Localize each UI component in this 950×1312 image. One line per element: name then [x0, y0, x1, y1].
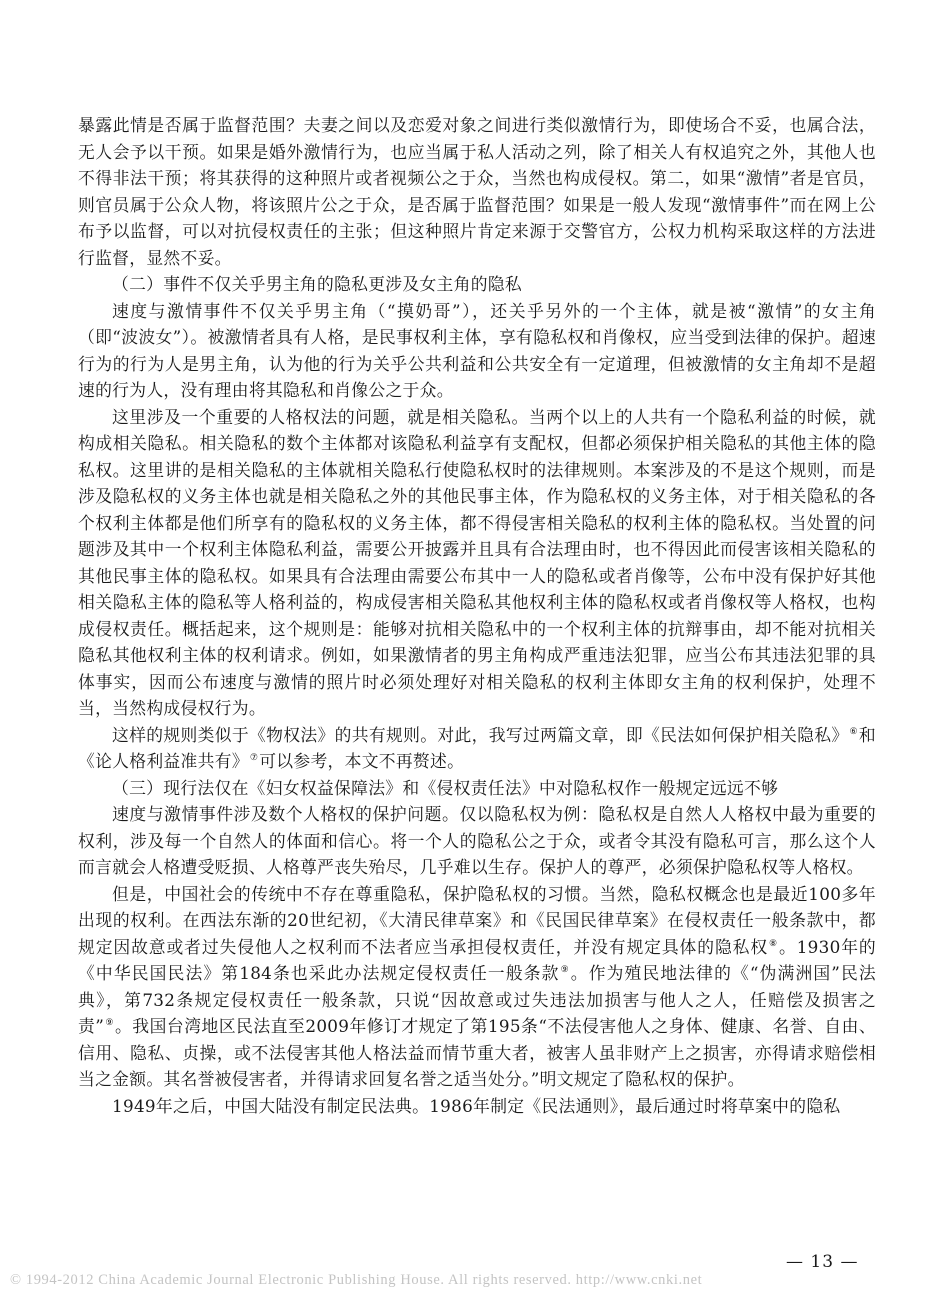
paragraph-text: 。1930年的《中华民国民法》第184条也采此办法规定侵权责任一般条款 — [78, 936, 877, 983]
paragraph-continuation: 暴露此情是否属于监督范围？夫妻之间以及恋爱对象之间进行类似激情行为，即使场合不妥，也属合法，无人会予以干预。如果是婚外激情行为，也应当属于私人活动之列，除了相关人有权追究之外，其他人也不得非法干预；将其获得的这种照片或者视频公之于众，当然也构成侵权。第二，如果“激情”者是官员，则官员属于公众人物，将该照片公之于众，是否属于监督范围？如果是一般人发现“激情事件”而在网上公布予以监督，可以对抗侵权责任的主张；但这种照片肯定来源于交警官方，公权力机构采取这样的方法进行监督，显然不妥。 — [78, 115, 876, 268]
section-heading-2: （二）事件不仅关乎男主角的隐私更涉及女主角的隐私 — [112, 274, 522, 294]
footnote-ref[interactable]: ⑥ — [849, 726, 858, 737]
footnote-ref[interactable]: ⑨ — [105, 1018, 114, 1029]
paragraph-text: 这样的规则类似于《物权法》的共有规则。对此，我写过两篇文章，即《民法如何保护相关隐私》 — [112, 724, 849, 745]
copyright-watermark: © 1994-2012 China Academic Journal Electronic Publishing House. All rights reserved. http://www.cnki.net — [10, 1272, 703, 1288]
paragraph-with-footnotes — [78, 722, 876, 775]
paragraph-text: 。我国台湾地区民法直至2009年修订才规定了第195条“不法侵害他人之身体、健康、名誉、自由、信用、隐私、贞操，或不法侵害其他人格法益而情节重大者，被害人虽非财产上之损害，亦得请求赔偿相当之金额。其名誉被侵害者，并得请求回复名誉之适当处分。”明文规定了隐私权的保护。 — [78, 1016, 876, 1089]
section-heading-3: （三）现行法仅在《妇女权益保障法》和《侵权责任法》中对隐私权作一般规定远远不够 — [112, 777, 779, 798]
paragraph: 这里涉及一个重要的人格权法的问题，就是相关隐私。当两个以上的人共有一个隐私利益的时候，就构成相关隐私。相关隐私的数个主体都对该隐私利益享有支配权，但都必须保护相关隐私的其他主体的隐私权。这里讲的是相关隐私的主体就相关隐私行使隐私权时的法律规则。本案涉及的不是这个规则，而是涉及隐私权的义务主体也就是相关隐私之外的其他民事主体，作为隐私权的义务主体，对于相关隐私的各个权利主体都是他们所享有的隐私权的义务主体，都不得侵害相关隐私的权利主体的隐私权。当处置的问题涉及其中一个权利主体隐私利益，需要公开披露并且具有合法理由时，也不得因此而侵害该相关隐私的其他民事主体的隐私权。如果具有合法理由需要公布其中一人的隐私或者肖像等，公布中没有保护好其他相关隐私主体的隐私等人格利益的，构成侵害相关隐私其他权利主体的隐私权或者肖像权等人格权，也构成侵权责任。概括起来，这个规则是：能够对抗相关隐私中的一个权利主体的抗辩事由，却不能对抗相关隐私其他权利主体的权利请求。例如，如果激情者的男主角构成严重违法犯罪，应当公布其违法犯罪的具体事实，因而公布速度与激情的照片时必须处理好对相关隐私的权利主体即女主角的权利保护，处理不当，当然构成侵权行为。 — [78, 406, 876, 718]
footnote-ref[interactable]: ⑧ — [769, 938, 779, 949]
page-number: — 13 — — [786, 1252, 859, 1272]
paragraph-text: 但是，中国社会的传统中不存在尊重隐私，保护隐私权的习惯。当然，隐私权概念也是最近100多年出现的权利。在西法东渐的20世纪初，《大清民律草案》和《民国民律草案》在侵权责任一般条款中，都规定因故意或者过失侵他人之权利而不法者应当承担侵权责任，并没有规定具体的隐私权 — [78, 883, 876, 957]
footnote-ref[interactable]: ⑨ — [560, 965, 570, 976]
footnote-ref[interactable]: ⑦ — [249, 753, 259, 764]
paragraph: 速度与激情事件涉及数个人格权的保护问题。仅以隐私权为例：隐私权是自然人人格权中最为重要的权利，涉及每一个自然人的体面和信心。将一个人的隐私公之于众，或者令其没有隐私可言，那么这个人而言就会人格遭受贬损、人格尊严丧失殆尽，几乎难以生存。保护人的尊严，必须保护隐私权等人格权。 — [78, 804, 876, 877]
paragraph-text: 可以参考，本文不再赘述。 — [259, 751, 465, 771]
paragraph-with-footnotes — [78, 881, 876, 1093]
paragraph-text: 和《论人格利益准共有》 — [78, 724, 876, 771]
paragraph: 速度与激情事件不仅关乎男主角（“摸奶哥”），还关乎另外的一个主体，就是被“激情”的女主角（即“波波女”）。被激情者具有人格，是民事权利主体，享有隐私权和肖像权，应当受到法律的保护。超速行为的行为人是男主角，认为他的行为关乎公共利益和公共安全有一定道理，但被激情的女主角却不是超速的行为人，没有理由将其隐私和肖像公之于众。 — [78, 300, 876, 400]
article-body — [78, 112, 876, 1119]
paragraph-text: 。作为殖民地法律的《“伪满洲国”民法典》，第732条规定侵权责任一般条款，只说“因故意或过失违法加损害与他人之人，任赔偿及损害之责” — [78, 963, 876, 1036]
paragraph-final: 1949年之后，中国大陆没有制定民法典。1986年制定《民法通则》，最后通过时将草案中的隐私 — [112, 1095, 841, 1116]
